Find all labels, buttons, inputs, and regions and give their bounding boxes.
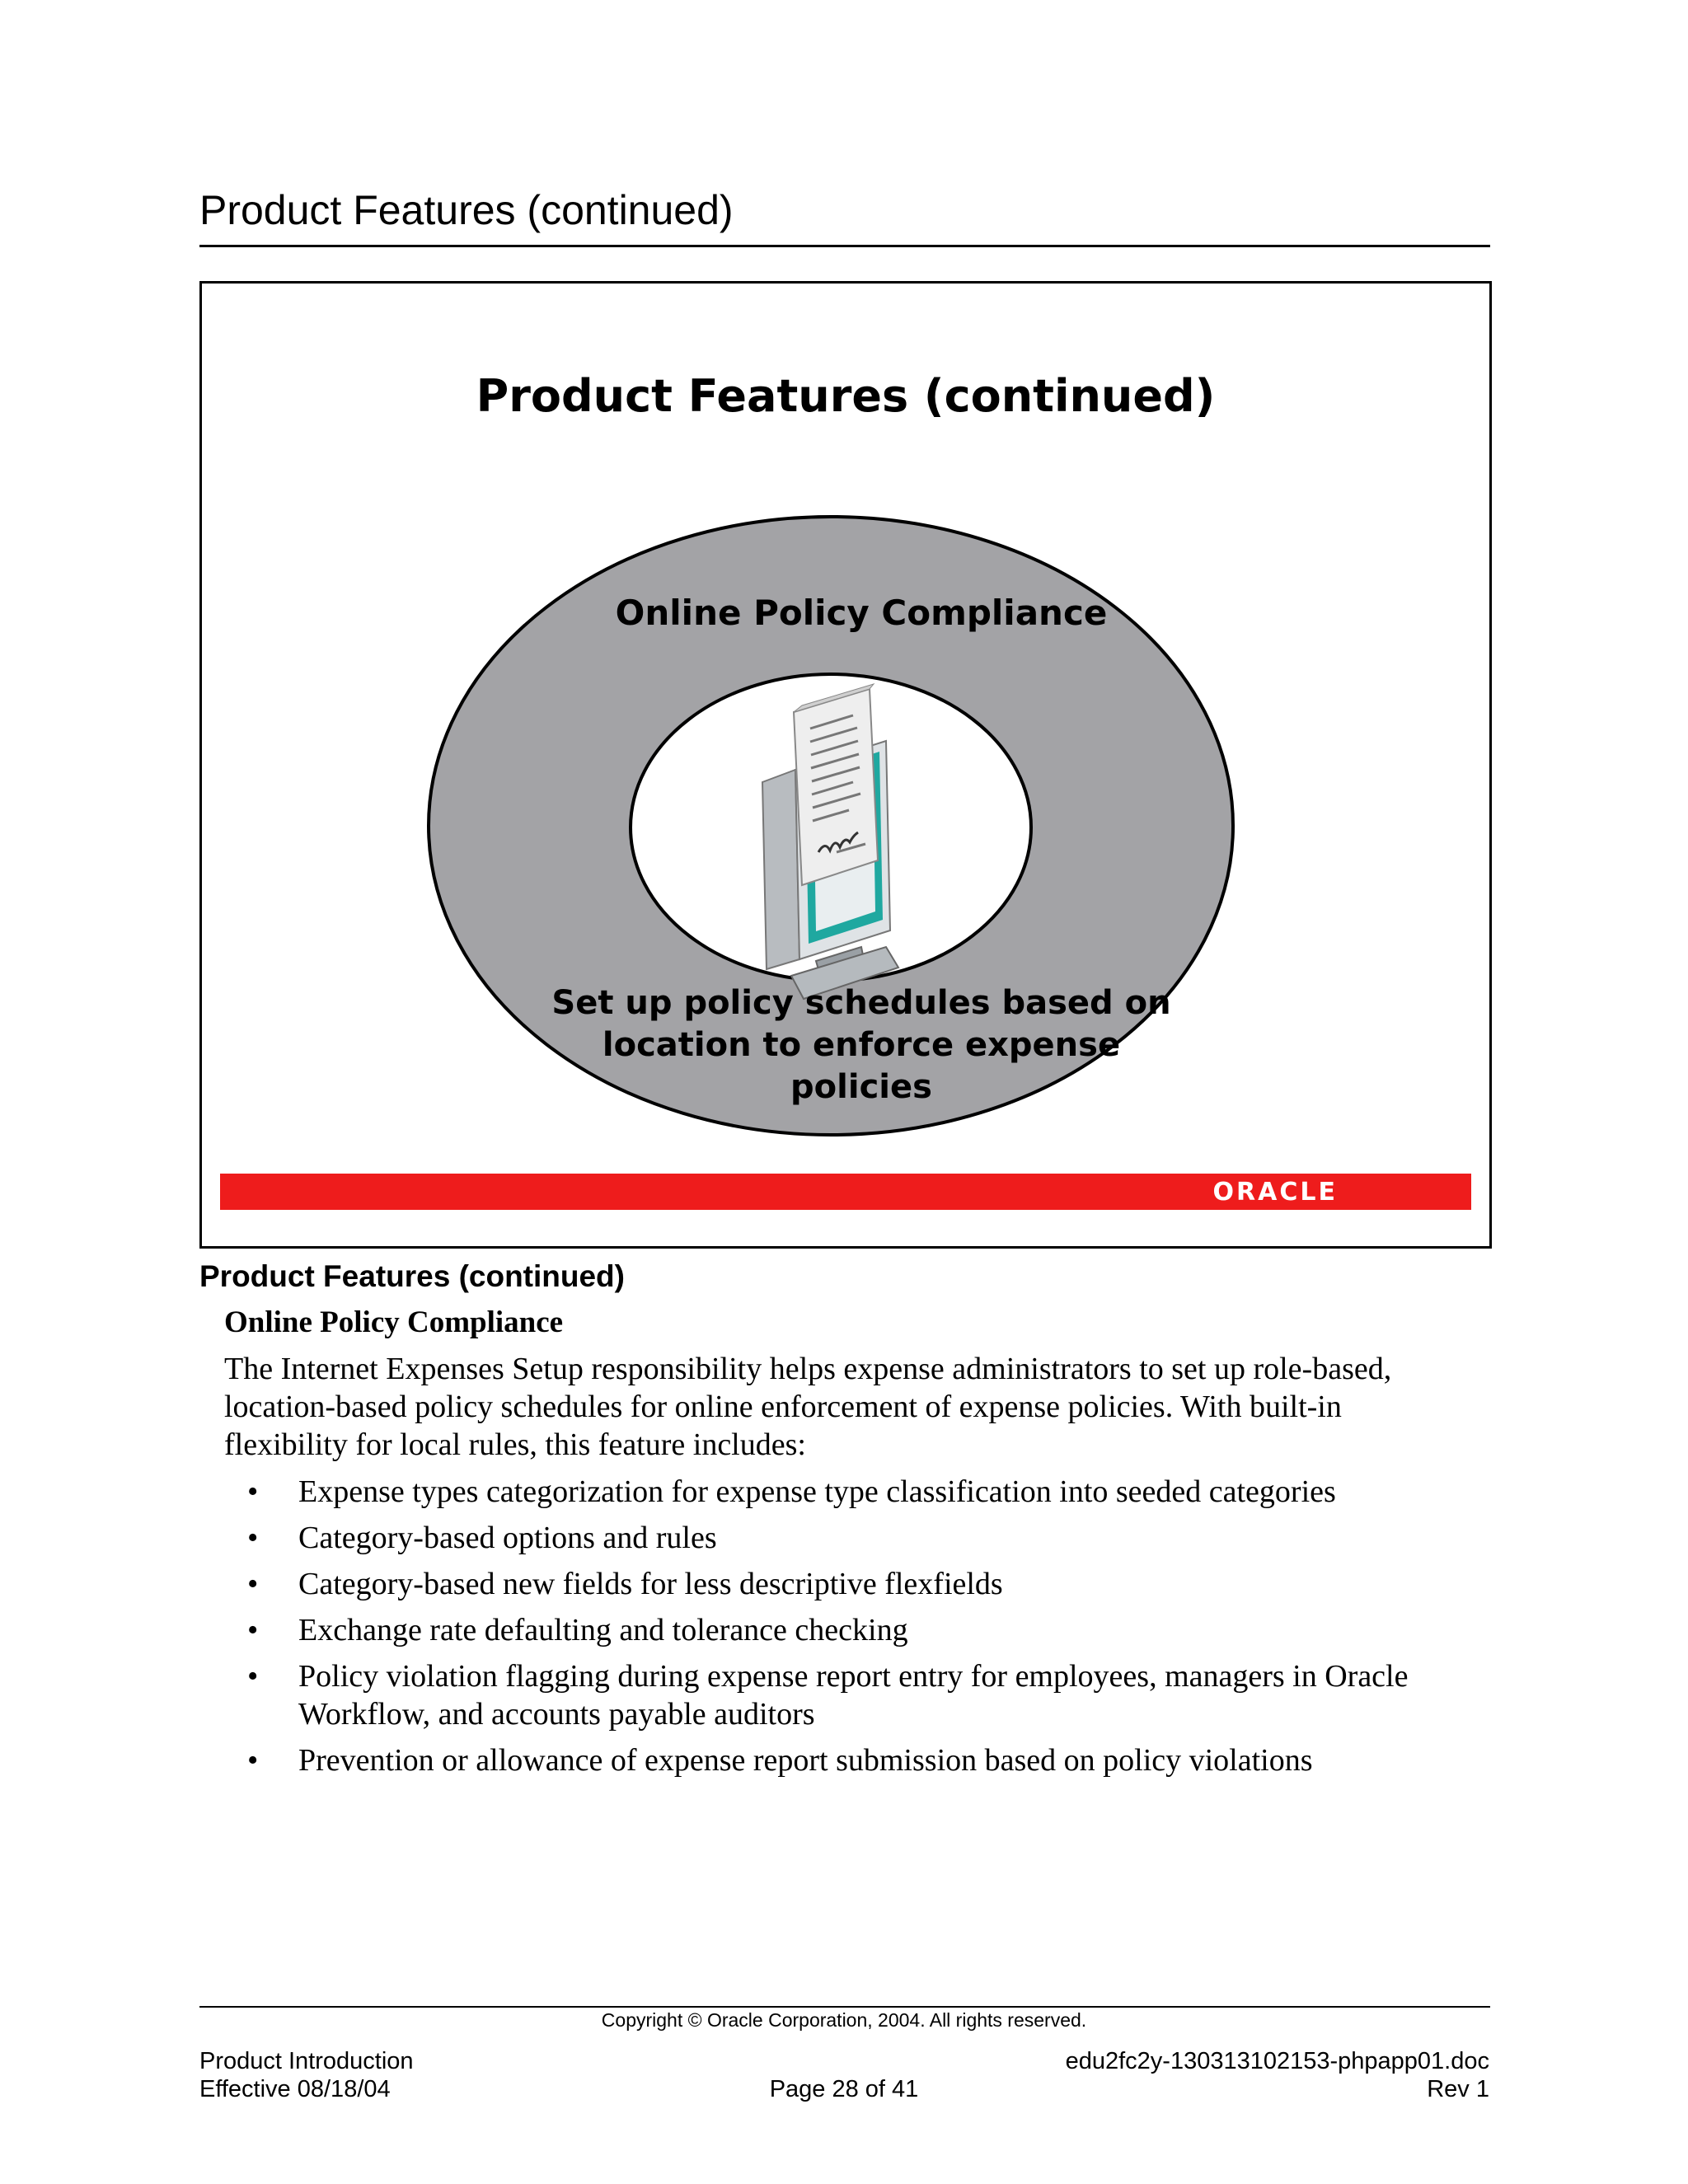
oracle-logo: ORACLE <box>1212 1178 1338 1207</box>
list-item-text: Prevention or allowance of expense report submission based on policy violations <box>298 1743 1313 1778</box>
section-heading: Product Features (continued) <box>199 1259 625 1293</box>
effective-date: Effective 08/18/04 <box>199 2076 391 2102</box>
intro-paragraph <box>224 1350 1477 1464</box>
list-item-text: Category-based new fields for less descriptive flexfields <box>298 1567 1003 1601</box>
footer-right <box>1066 2047 1489 2103</box>
revision: Rev 1 <box>1427 2076 1489 2102</box>
footer-divider <box>199 2006 1490 2008</box>
list-item-text: Workflow, and accounts payable auditors <box>298 1697 815 1732</box>
paragraph-line: The Internet Expenses Setup responsibility helps expense administrators to set up role-based, <box>224 1352 1392 1386</box>
caption-line: policies <box>790 1068 932 1106</box>
document-title: Product Introduction <box>199 2048 414 2074</box>
header-divider <box>199 245 1490 247</box>
caption-line: location to enforce expense <box>602 1026 1121 1064</box>
list-item-text: Exchange rate defaulting and tolerance checking <box>298 1613 908 1647</box>
caption-line: Set up policy schedules based on <box>551 984 1171 1022</box>
bullet-icon: • <box>247 1613 259 1647</box>
paragraph-line: flexibility for local rules, this feature includes: <box>224 1427 806 1462</box>
paragraph-line: location-based policy schedules for online enforcement of expense policies. With built-in <box>224 1390 1342 1424</box>
copyright-notice: Copyright © Oracle Corporation, 2004. All rights reserved. <box>601 2009 1087 2031</box>
list-item <box>224 1611 1493 1649</box>
brand-bar <box>220 1174 1471 1210</box>
list-item-text: Category-based options and rules <box>298 1521 717 1555</box>
page-number: Page 28 of 41 <box>769 2076 919 2102</box>
bullet-icon: • <box>247 1743 259 1778</box>
bullet-icon: • <box>247 1567 259 1601</box>
bullet-icon: • <box>247 1659 259 1694</box>
slide-image <box>199 281 1492 1249</box>
policy-schedule-caption <box>515 982 1207 1108</box>
subsection-heading: Online Policy Compliance <box>224 1305 564 1339</box>
file-name: edu2fc2y-130313102153-phpapp01.doc <box>1065 2048 1489 2074</box>
bullet-icon: • <box>247 1521 259 1555</box>
feature-list <box>224 1473 1493 1788</box>
list-item <box>224 1741 1493 1779</box>
list-item <box>224 1473 1493 1511</box>
list-item <box>224 1657 1493 1733</box>
list-item <box>224 1565 1493 1603</box>
list-item-text: Expense types categorization for expense type classification into seeded categories <box>298 1474 1336 1509</box>
list-item-text: Policy violation flagging during expense report entry for employees, managers in Oracle <box>298 1659 1409 1694</box>
page-title: Product Features (continued) <box>199 187 734 233</box>
slide-title: Product Features (continued) <box>476 370 1216 422</box>
list-item <box>224 1519 1493 1557</box>
outer-ring-label: Online Policy Compliance <box>615 593 1108 633</box>
bullet-icon: • <box>247 1474 259 1509</box>
